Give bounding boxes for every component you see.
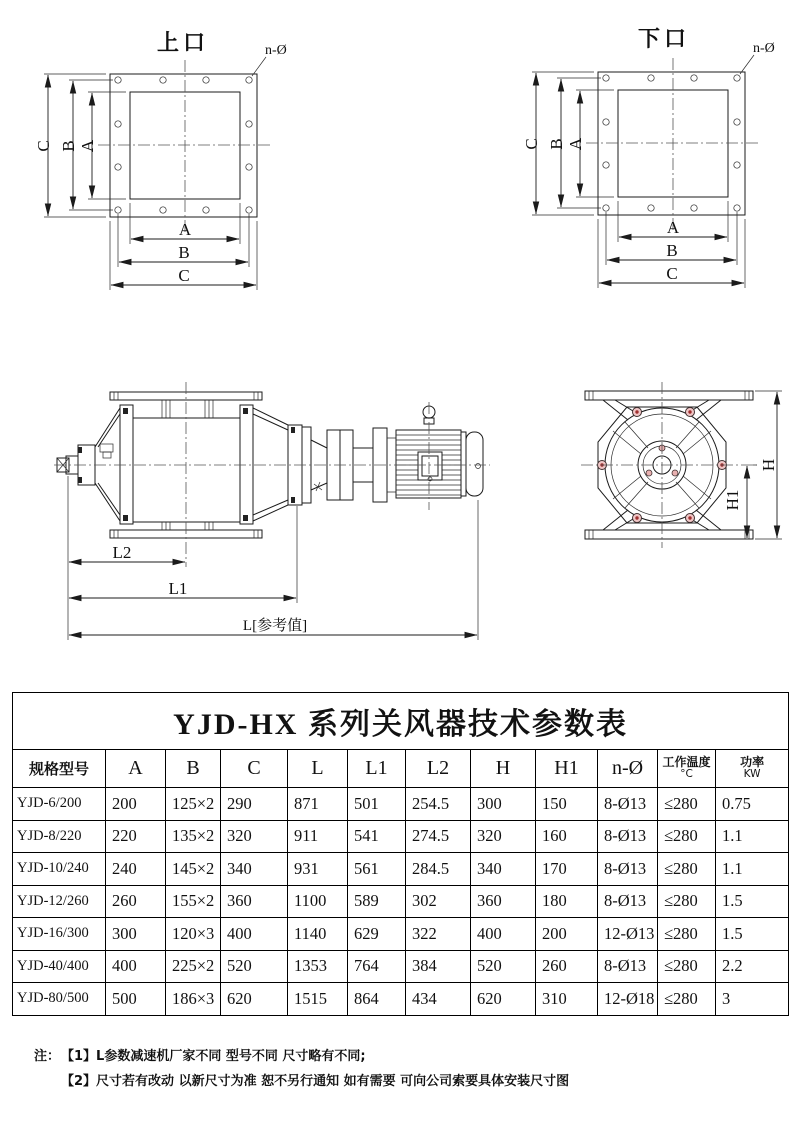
spec-cell: 360 [471, 885, 536, 918]
motor [396, 406, 483, 498]
spec-cell: ≤280 [658, 918, 716, 951]
dim-label-l-ref: L[参考值] [242, 618, 308, 634]
spec-cell: YJD-8/220 [13, 820, 106, 853]
spec-cell: 300 [471, 788, 536, 821]
spec-cell: 186×3 [166, 983, 221, 1016]
spec-cell: 384 [406, 950, 471, 983]
dim-label-b: B [59, 140, 78, 152]
spec-row [13, 918, 789, 951]
dim-label-a-bottom: A [178, 220, 192, 239]
spec-header-cell: C [221, 750, 288, 788]
spec-cell: 1.5 [716, 885, 789, 918]
spec-cell: 2.2 [716, 950, 789, 983]
spec-cell: 400 [471, 918, 536, 951]
spec-cell: ≤280 [658, 950, 716, 983]
spec-cell: 300 [106, 918, 166, 951]
top-port-title: 上口 [156, 31, 210, 56]
spec-cell: 260 [106, 885, 166, 918]
spec-cell: 145×2 [166, 853, 221, 886]
spec-cell: 125×2 [166, 788, 221, 821]
spec-cell: 620 [221, 983, 288, 1016]
spec-cell: ≤280 [658, 820, 716, 853]
spec-cell: 0.75 [716, 788, 789, 821]
dim-label-c-bottom: C [178, 266, 190, 285]
spec-row [13, 950, 789, 983]
spec-cell: YJD-12/260 [13, 885, 106, 918]
spec-cell: ≤280 [658, 788, 716, 821]
spec-cell: 3 [716, 983, 789, 1016]
spec-cell: 8-Ø13 [598, 853, 658, 886]
note-line-1 [34, 1044, 774, 1069]
dim-label-b-bottom: B [178, 243, 190, 262]
spec-row [13, 885, 789, 918]
bolt-count-label: n-Ø [265, 43, 287, 58]
spec-cell: 911 [288, 820, 348, 853]
spec-cell: YJD-10/240 [13, 853, 106, 886]
spec-cell: ≤280 [658, 983, 716, 1016]
bottom-port-title: 下口 [637, 27, 691, 52]
spec-cell: YJD-40/400 [13, 950, 106, 983]
spec-header-row [13, 750, 789, 788]
spec-cell: 864 [348, 983, 406, 1016]
bottom-port-flange-diagram [498, 10, 798, 310]
spec-cell: 180 [536, 885, 598, 918]
table-title: YJD-HX 系列关风器技术参数表 [13, 693, 789, 750]
spec-cell: 320 [471, 820, 536, 853]
spec-cell: 629 [348, 918, 406, 951]
spec-cell: 1515 [288, 983, 348, 1016]
spec-cell: YJD-6/200 [13, 788, 106, 821]
spec-cell: 240 [106, 853, 166, 886]
spec-cell: 8-Ø13 [598, 788, 658, 821]
spec-header-cell: 工作温度 °C [658, 750, 716, 788]
spec-cell: 200 [106, 788, 166, 821]
spec-cell: 620 [471, 983, 536, 1016]
side-view-drawing [50, 378, 500, 650]
top-port-flange-diagram [20, 12, 312, 312]
spec-cell: 254.5 [406, 788, 471, 821]
spec-cell: 310 [536, 983, 598, 1016]
spec-cell: 274.5 [406, 820, 471, 853]
spec-cell: 520 [471, 950, 536, 983]
spec-cell: 400 [221, 918, 288, 951]
spec-cell: 120×3 [166, 918, 221, 951]
spec-cell: 1100 [288, 885, 348, 918]
spec-cell: 1.1 [716, 820, 789, 853]
spec-table-body [13, 788, 789, 1016]
note-line-2 [34, 1069, 774, 1094]
dim-label-h1: H1 [723, 489, 742, 511]
dim-label-a: A [78, 139, 97, 153]
table-title-row [13, 693, 789, 750]
spec-cell: 340 [221, 853, 288, 886]
length-dimensions [68, 476, 478, 640]
spec-header-cell: 功率 KW [716, 750, 789, 788]
spec-cell: 220 [106, 820, 166, 853]
note-2-text: 【2】尺寸若有改动 以新尺寸为准 恕不另行通知 如有需要 可向公司索要具体安装尺寸图 [61, 1074, 570, 1089]
spec-cell: 160 [536, 820, 598, 853]
spec-cell: 589 [348, 885, 406, 918]
spec-cell: 8-Ø13 [598, 950, 658, 983]
spec-cell: 561 [348, 853, 406, 886]
spec-header-cell: n-Ø [598, 750, 658, 788]
spec-table [12, 692, 789, 1016]
spec-cell: 8-Ø13 [598, 820, 658, 853]
spec-row [13, 820, 789, 853]
dim-label-h: H [759, 458, 778, 472]
spec-cell: 8-Ø13 [598, 885, 658, 918]
dim-label-c: C [34, 140, 53, 152]
spec-cell: 225×2 [166, 950, 221, 983]
spec-cell: ≤280 [658, 885, 716, 918]
spec-cell: 1.1 [716, 853, 789, 886]
spec-header-cell: 规格型号 [13, 750, 106, 788]
spec-cell: YJD-80/500 [13, 983, 106, 1016]
spec-header-cell: H [471, 750, 536, 788]
spec-cell: 541 [348, 820, 406, 853]
spec-cell: 260 [536, 950, 598, 983]
bolt-marks [78, 408, 295, 521]
spec-cell: 12-Ø13 [598, 918, 658, 951]
spec-cell: YJD-16/300 [13, 918, 106, 951]
spec-cell: 400 [106, 950, 166, 983]
spec-cell: 290 [221, 788, 288, 821]
spec-cell: 501 [348, 788, 406, 821]
spec-cell: 1140 [288, 918, 348, 951]
spec-cell: 320 [221, 820, 288, 853]
spec-cell: 434 [406, 983, 471, 1016]
spec-cell: 302 [406, 885, 471, 918]
flange-geometry-copy [522, 41, 775, 288]
spec-cell: 12-Ø18 [598, 983, 658, 1016]
spec-header-cell: B [166, 750, 221, 788]
spec-cell: 170 [536, 853, 598, 886]
spec-header-cell: L1 [348, 750, 406, 788]
note-1-text: 【1】L参数减速机厂家不同 型号不同 尺寸略有不同; [61, 1049, 366, 1064]
spec-cell: 871 [288, 788, 348, 821]
spec-cell: 322 [406, 918, 471, 951]
spec-row [13, 853, 789, 886]
footnotes [34, 1044, 774, 1094]
spec-cell: 135×2 [166, 820, 221, 853]
spec-cell: 764 [348, 950, 406, 983]
spec-cell: 150 [536, 788, 598, 821]
spec-row [13, 983, 789, 1016]
spec-cell: 1353 [288, 950, 348, 983]
spec-cell: ≤280 [658, 853, 716, 886]
spec-cell: 1.5 [716, 918, 789, 951]
spec-header-cell: A [106, 750, 166, 788]
end-view-drawing [575, 378, 795, 563]
spec-cell: 340 [471, 853, 536, 886]
spec-header-cell: L2 [406, 750, 471, 788]
spec-cell: 360 [221, 885, 288, 918]
spec-cell: 155×2 [166, 885, 221, 918]
notes-prefix: 注： [34, 1049, 61, 1064]
spec-header-cell: H1 [536, 750, 598, 788]
spec-cell: 520 [221, 950, 288, 983]
spec-cell: 284.5 [406, 853, 471, 886]
spec-cell: 500 [106, 983, 166, 1016]
dim-label-l1: L1 [168, 579, 188, 598]
spec-cell: 200 [536, 918, 598, 951]
spec-header-cell: L [288, 750, 348, 788]
dim-label-l2: L2 [112, 543, 132, 562]
spec-cell: 931 [288, 853, 348, 886]
flange-geometry [34, 43, 287, 290]
spec-row [13, 788, 789, 821]
